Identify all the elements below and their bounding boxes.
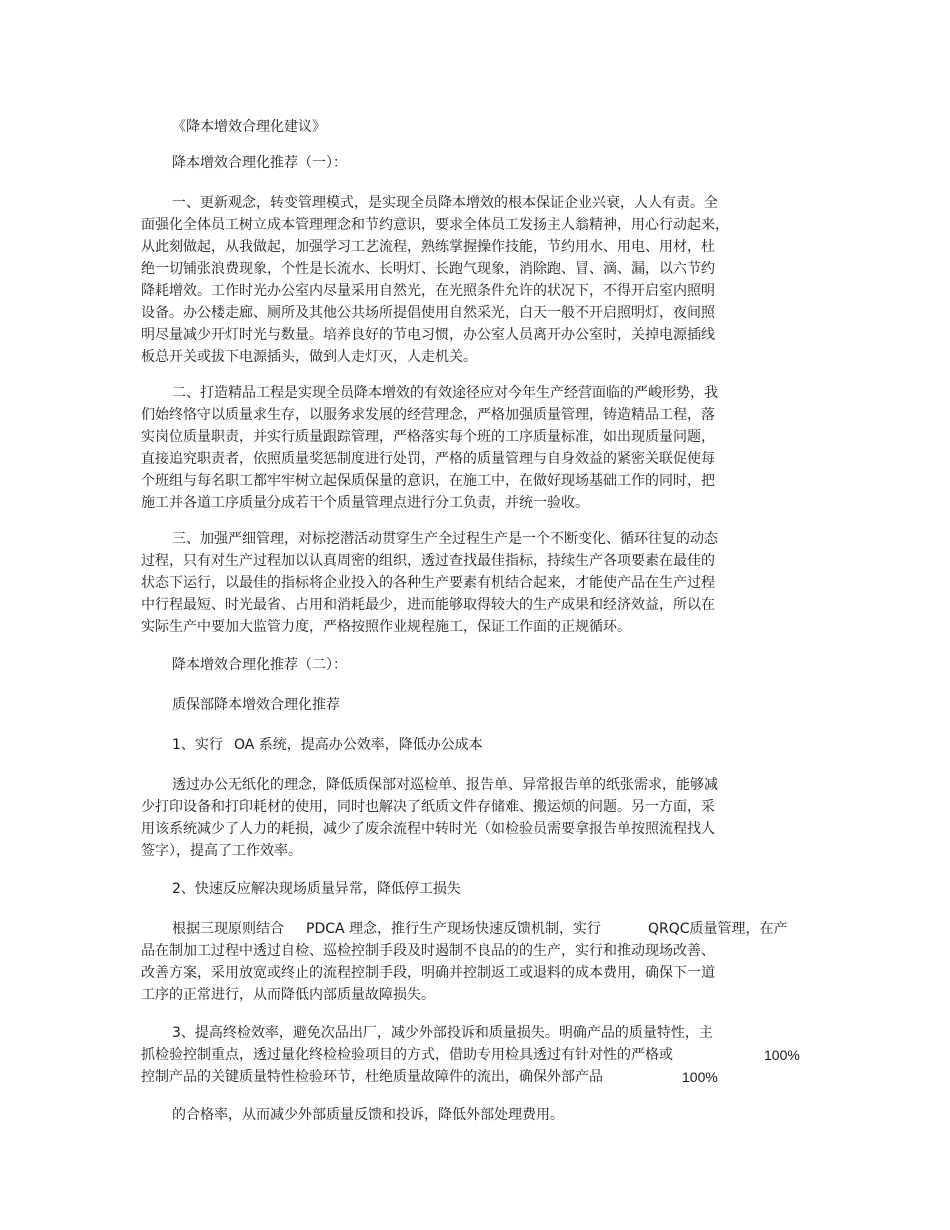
paragraph-line: 降耗增效。工作时光办公室内尽量采用自然光，在光照条件允许的状况下，不得开启室内照明 [141, 283, 715, 299]
paragraph-line: 品在制加工过程中透过自检、巡检控制手段及时遏制不良品的的生产，实行和推动现场改善、 [141, 943, 715, 959]
paragraph-line: 三、加强严细管理，对标挖潜活动贯穿生产全过程生产是一个不断变化、循环往复的动态 [172, 531, 718, 547]
paragraph-line: 施工并各道工序质量分成若干个质量管理点进行分工负责，并统一验收。 [141, 495, 589, 511]
paragraph-line: 根据三现原则结合 [172, 921, 284, 937]
section-heading-2: 降本增效合理化推荐（二）： [172, 657, 347, 673]
paragraph-line: 直接追究职责者，依照质量奖惩制度进行处罚，严格的质量管理与自身效益的紧密关联促使每 [141, 451, 715, 467]
paragraph-line: 工序的正常进行，从而降低内部质量故障损失。 [141, 987, 435, 1003]
paragraph-line: 改善方案，采用放宽或终止的流程控制手段，明确并控制返工或退料的成本费用，确保下一道 [141, 965, 715, 981]
paragraph-line: 二、打造精品工程是实现全员降本增效的有效途径应对今年生产经营面临的严峻形势，我 [172, 385, 718, 401]
paragraph-line: 状态下运行，以最佳的指标将企业投入的各种生产要素有机结合起来，才能使产品在生产过程 [141, 575, 715, 591]
paragraph-line: 过程，只有对生产过程加以认真周密的组织，透过查找最佳指标，持续生产各项要素在最佳的 [141, 553, 715, 569]
item-2: 2、快速反应解决现场质量异常，降低停工损失 [172, 881, 461, 897]
item-3: 3、提高终检效率，避免次品出厂，减少外部投诉和质量损失。明确产品的质量特性，主 [172, 1025, 713, 1041]
percentage-value: 100% [764, 1047, 800, 1063]
document-title: 《降本增效合理化建议》 [172, 119, 326, 135]
paragraph-line: 个班组与每名职工都牢牢树立起保质保量的意识，在施工中，在做好现场基础工作的同时，把 [141, 473, 715, 489]
section-heading-1: 降本增效合理化推荐（一）： [172, 155, 347, 171]
paragraph-line: PDCA 理念，推行生产现场快速反馈机制，实行 [306, 921, 602, 937]
paragraph-line: 的合格率，从而减少外部质量反馈和投诉，降低外部处理费用。 [172, 1107, 564, 1123]
paragraph-line: 明尽量减少开灯时光与数量。培养良好的节电习惯，办公室人员离开办公室时，关掉电源插线 [141, 327, 715, 343]
paragraph-line: 中行程最短、时光最省、占用和消耗最少，进而能够取得较大的生产成果和经济效益，所以在 [141, 597, 715, 613]
paragraph-line: 实岗位质量职责，并实行质量跟踪管理，严格落实每个班的工序质量标准，如出现质量问题， [141, 429, 715, 445]
paragraph-line: 少打印设备和打印耗材的使用，同时也解决了纸质文件存储难、搬运烦的问题。另一方面，采 [141, 799, 715, 815]
percentage-value: 100% [682, 1069, 718, 1085]
paragraph-line: 们始终恪守以质量求生存，以服务求发展的经营理念，严格加强质量管理，铸造精品工程，落 [141, 407, 715, 423]
paragraph-line: QRQC质量管理，在产 [648, 921, 788, 937]
paragraph-line: 从此刻做起，从我做起，加强学习工艺流程，熟练掌握操作技能，节约用水、用电、用材，杜 [141, 239, 715, 255]
paragraph-line: 板总开关或拔下电源插头，做到人走灯灭，人走机关。 [141, 349, 477, 365]
paragraph-line: 一、更新观念，转变管理模式，是实现全员降本增效的根本保证企业兴衰，人人有责。全 [172, 195, 718, 211]
paragraph-line: 实际生产中要加大监管力度，严格按照作业规程施工，保证工作面的正规循环。 [141, 619, 631, 635]
paragraph-line: 控制产品的关键质量特性检验环节，杜绝质量故障件的流出，确保外部产品 [141, 1069, 603, 1085]
item-1-text: OA 系统，提高办公效率，降低办公成本 [234, 737, 483, 753]
paragraph-line: 透过办公无纸化的理念，降低质保部对巡检单、报告单、异常报告单的纸张需求，能够减 [172, 777, 718, 793]
paragraph-line: 设备。办公楼走廊、厕所及其他公共场所提倡使用自然采光，白天一般不开启照明灯，夜间照 [141, 305, 715, 321]
paragraph-line: 签字），提高了工作效率。 [141, 843, 302, 859]
section-subheading: 质保部降本增效合理化推荐 [172, 697, 340, 713]
item-1-prefix: 1、实行 [172, 737, 223, 753]
paragraph-line: 抓检验控制重点，透过量化终检检验项目的方式，借助专用检具透过有针对性的严格或 [141, 1047, 673, 1063]
paragraph-line: 绝一切铺张浪费现象，个性是长流水、长明灯、长跑气现象，消除跑、冒、滴、漏，以六节约 [141, 261, 715, 277]
paragraph-line: 用该系统减少了人力的耗损，减少了废余流程中转时光（如检验员需要拿报告单按照流程找人 [141, 821, 715, 837]
paragraph-line: 面强化全体员工树立成本管理理念和节约意识，要求全体员工发扬主人翁精神，用心行动起来， [141, 217, 729, 233]
